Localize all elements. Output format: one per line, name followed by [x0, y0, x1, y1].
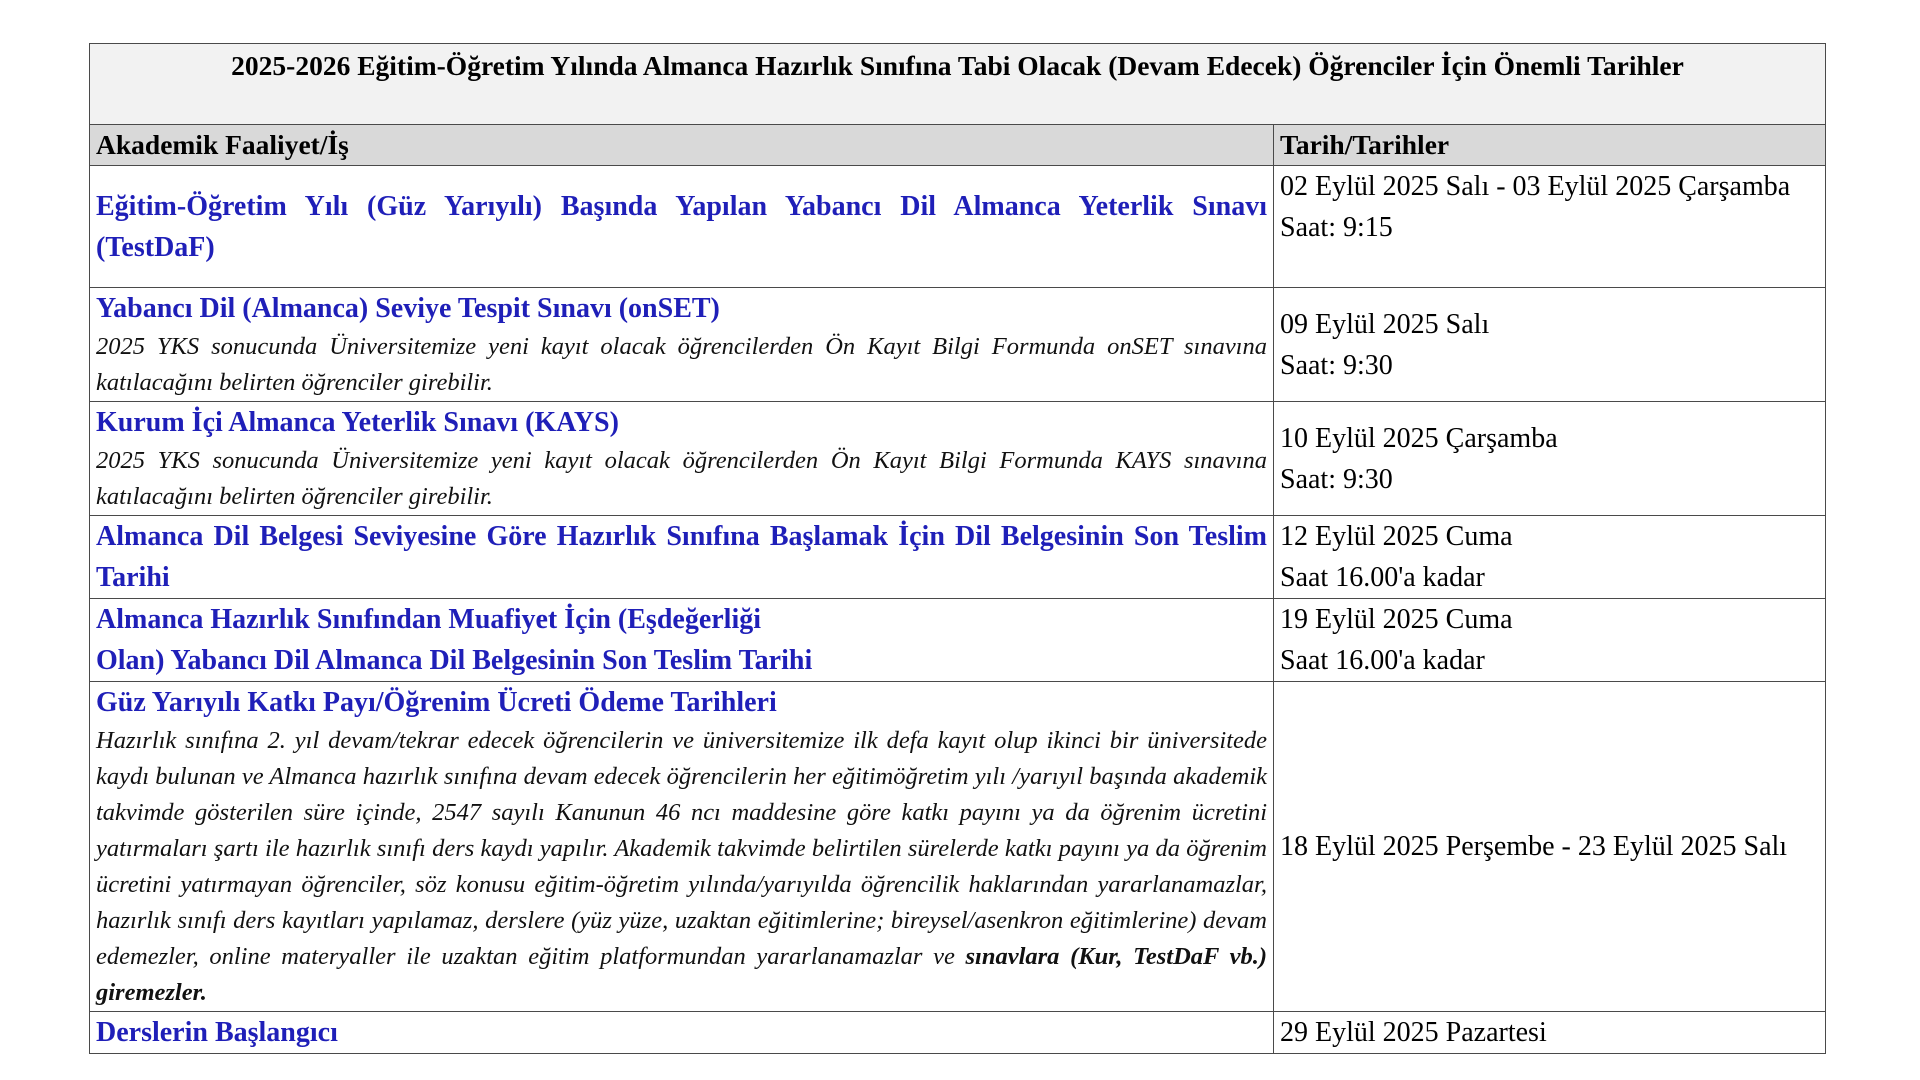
time-text: Saat 16.00'a kadar: [1280, 645, 1485, 676]
date-text: 19 Eylül 2025 Cuma: [1280, 604, 1513, 635]
date-text: 02 Eylül 2025 Salı - 03 Eylül 2025 Çarşamba: [1280, 171, 1791, 202]
date-cell: [1274, 288, 1826, 402]
time-text: Saat: 9:15: [1280, 212, 1393, 243]
activity-cell: [90, 516, 1274, 599]
table-row: [90, 599, 1826, 682]
activity-cell: [90, 402, 1274, 516]
table-row: [90, 166, 1826, 288]
activity-cell: [90, 682, 1274, 1012]
date-cell: [1274, 599, 1826, 682]
table-row: [90, 1012, 1826, 1054]
activity-title: Yabancı Dil (Almanca) Seviye Tespit Sınavı (onSET): [96, 293, 720, 324]
activity-title-line: Olan) Yabancı Dil Almanca Dil Belgesinin Son Teslim Tarihi: [96, 645, 813, 676]
time-text: Saat 16.00'a kadar: [1280, 562, 1485, 593]
activity-title-line: Almanca Hazırlık Sınıfından Muafiyet İçin (Eşdeğerliği: [96, 604, 762, 635]
activity-note: [96, 723, 1267, 1011]
date-text: 09 Eylül 2025 Salı: [1280, 308, 1490, 340]
table-title-row: [90, 44, 1826, 125]
activity-note-text: Hazırlık sınıfına 2. yıl devam/tekrar edecek öğrencilerin ve üniversitemize ilk defa kayıt olup ikinci bir üniversitede kaydı bulunan ve Almanca hazırlık sınıfına devam edecek öğrencilerin her eğitimöğretim yılı /yarıyıl başında akademik takvimde gösterilen süre içinde, 2547 sayılı Kanunun 46 ncı maddesine göre katkı payını ya da öğrenim ücretini yatırmaları şartı ile hazırlık sınıfı ders kaydı yapılır. Akademik takvimde belirtilen sürelerde katkı payını ya da öğrenim ücretini yatırmayan öğrenciler, söz konusu eğitim-öğretim yılında/yarıyılda öğrencilik haklarından yararlanamazlar, hazırlık sınıfı ders kayıtları yapılamaz, derslere (yüz yüze, uzaktan eğitimlerine; bireysel/asenkron eğitimlerine) devam edemezler, online materyaller ile uzaktan eğitim platformundan yararlanamazlar ve: [96, 727, 1267, 970]
important-dates-table: [89, 43, 1826, 1054]
table-row: [90, 516, 1826, 599]
date-text: 18 Eylül 2025 Perşembe - 23 Eylül 2025 Salı: [1280, 831, 1788, 862]
date-text: 10 Eylül 2025 Çarşamba: [1280, 422, 1558, 454]
date-text: 29 Eylül 2025 Pazartesi: [1280, 1017, 1547, 1048]
table-row: [90, 288, 1826, 402]
important-dates-document: [89, 43, 1825, 1054]
column-header-activity: Akademik Faaliyet/İş: [90, 125, 1274, 166]
activity-title: Kurum İçi Almanca Yeterlik Sınavı (KAYS): [96, 407, 619, 438]
activity-cell: [90, 1012, 1274, 1054]
time-text: Saat: 9:30: [1280, 349, 1393, 381]
activity-title: Almanca Dil Belgesi Seviyesine Göre Hazırlık Sınıfına Başlamak İçin Dil Belgesinin Son Teslim Tarihi: [96, 521, 1267, 593]
activity-cell: [90, 599, 1274, 682]
date-cell: [1274, 516, 1826, 599]
activity-title: Eğitim-Öğretim Yılı (Güz Yarıyılı) Başında Yapılan Yabancı Dil Almanca Yeterlik Sınavı (TestDaF): [96, 190, 1267, 263]
date-cell: [1274, 166, 1826, 288]
table-title: 2025-2026 Eğitim-Öğretim Yılında Almanca Hazırlık Sınıfına Tabi Olacak (Devam Edecek) Öğrenciler İçin Önemli Tarihler: [90, 44, 1826, 125]
activity-cell: [90, 166, 1274, 288]
table-row: [90, 402, 1826, 516]
table-header-row: [90, 125, 1826, 166]
date-text: 12 Eylül 2025 Cuma: [1280, 521, 1513, 552]
activity-title: Derslerin Başlangıcı: [96, 1017, 338, 1048]
date-cell: [1274, 402, 1826, 516]
time-text: Saat: 9:30: [1280, 463, 1393, 495]
column-header-dates: Tarih/Tarihler: [1274, 125, 1826, 166]
activity-note: 2025 YKS sonucunda Üniversitemize yeni kayıt olacak öğrencilerden Ön Kayıt Bilgi Formunda onSET sınavına katılacağını belirten öğrenciler girebilir.: [96, 333, 1267, 396]
table-row: [90, 682, 1826, 1012]
activity-note-bold: sınavlara (Kur, TestDaF vb.) giremezler.: [96, 943, 1267, 1006]
activity-note: 2025 YKS sonucunda Üniversitemize yeni kayıt olacak öğrencilerden Ön Kayıt Bilgi Formunda KAYS sınavına katılacağını belirten öğrenciler girebilir.: [96, 447, 1267, 510]
date-cell: [1274, 1012, 1826, 1054]
activity-cell: [90, 288, 1274, 402]
date-cell: [1274, 682, 1826, 1012]
activity-title: Güz Yarıyılı Katkı Payı/Öğrenim Ücreti Ödeme Tarihleri: [96, 687, 777, 718]
